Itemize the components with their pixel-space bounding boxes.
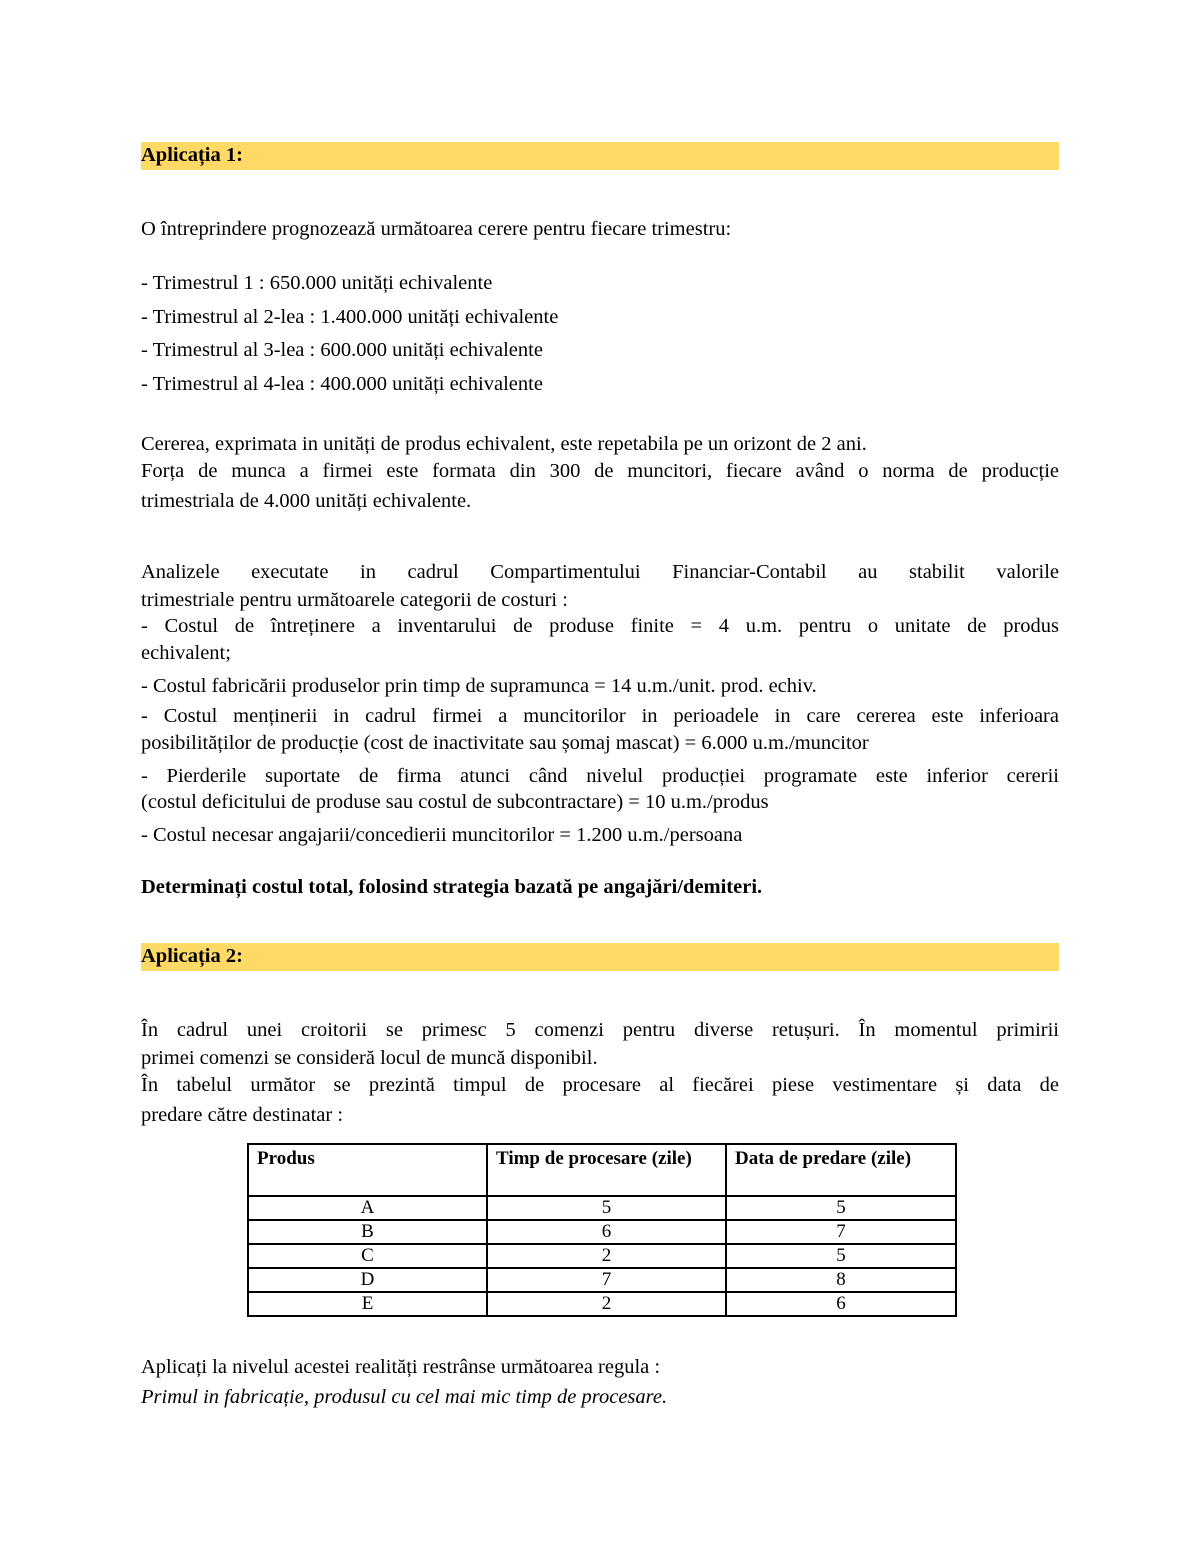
table-cell-data: 6 xyxy=(726,1292,956,1316)
cost-1-line-2: echivalent; xyxy=(141,642,231,664)
cost-1-line-1: - Costul de întreținere a inventarului de produse finite = 4 u.m. pentru o unitate de produs xyxy=(141,615,1059,637)
table-header-produs: Produs xyxy=(248,1144,487,1196)
app2-intro-line-1: În cadrul unei croitorii se primesc 5 comenzi pentru diverse retușuri. În momentul primirii xyxy=(141,1019,1059,1041)
analysis-line-1: Analizele executate in cadrul Compartimentului Financiar-Contabil au stabilit valorile xyxy=(141,561,1059,583)
section-heading-app1 xyxy=(141,142,1059,170)
table-cell-data: 5 xyxy=(726,1244,956,1268)
table-cell-timp: 2 xyxy=(487,1244,726,1268)
table-header-timp: Timp de procesare (zile) xyxy=(487,1144,726,1196)
table-row xyxy=(248,1244,956,1268)
cost-2: - Costul fabricării produselor prin timp de supramunca = 14 u.m./unit. prod. echiv. xyxy=(141,675,817,697)
table-cell-produs: D xyxy=(248,1268,487,1292)
cost-3-line-1: - Costul menținerii in cadrul firmei a muncitorilor in perioadele in care cererea este inferioara xyxy=(141,705,1059,727)
rule-intro: Aplicați la nivelul acestei realități restrânse următoarea regula : xyxy=(141,1356,661,1378)
table-cell-timp: 2 xyxy=(487,1292,726,1316)
table-row xyxy=(248,1196,956,1220)
app1-task: Determinați costul total, folosind strategia bazată pe angajări/demiteri. xyxy=(141,876,763,898)
processing-table xyxy=(247,1143,957,1317)
app2-intro-line-2: primei comenzi se consideră locul de muncă disponibil. xyxy=(141,1047,598,1069)
heading-text-app2: Aplicația 2: xyxy=(141,945,243,967)
table-cell-produs: A xyxy=(248,1196,487,1220)
table-row xyxy=(248,1268,956,1292)
section-heading-app2 xyxy=(141,943,1059,971)
rule-text: Primul in fabricație, produsul cu cel mai mic timp de procesare. xyxy=(141,1386,668,1408)
table-cell-timp: 6 xyxy=(487,1220,726,1244)
cost-5: - Costul necesar angajarii/concedierii muncitorilor = 1.200 u.m./persoana xyxy=(141,824,743,846)
table-header-data: Data de predare (zile) xyxy=(726,1144,956,1196)
table-cell-timp: 7 xyxy=(487,1268,726,1292)
cost-4-line-2: (costul deficitului de produse sau costul de subcontractare) = 10 u.m./produs xyxy=(141,791,769,813)
table-cell-data: 8 xyxy=(726,1268,956,1292)
table-row xyxy=(248,1220,956,1244)
table-cell-data: 5 xyxy=(726,1196,956,1220)
table-cell-produs: C xyxy=(248,1244,487,1268)
analysis-line-2: trimestriale pentru următoarele categorii de costuri : xyxy=(141,589,568,611)
demand-line-3: - Trimestrul al 3-lea : 600.000 unități echivalente xyxy=(141,339,543,361)
table-cell-produs: E xyxy=(248,1292,487,1316)
table-cell-data: 7 xyxy=(726,1220,956,1244)
workforce-line-1: Forța de munca a firmei este formata din 300 de muncitori, fiecare având o norma de producție xyxy=(141,460,1059,482)
app1-intro: O întreprindere prognozează următoarea cerere pentru fiecare trimestru: xyxy=(141,218,732,240)
cost-3-line-2: posibilităților de producție (cost de inactivitate sau șomaj mascat) = 6.000 u.m./muncitor xyxy=(141,732,869,754)
heading-text-app1: Aplicația 1: xyxy=(141,144,243,166)
table-header-row xyxy=(248,1144,956,1196)
demand-note: Cererea, exprimata in unități de produs echivalent, este repetabila pe un orizont de 2 ani. xyxy=(141,433,867,455)
table-cell-produs: B xyxy=(248,1220,487,1244)
workforce-line-2: trimestriala de 4.000 unități echivalente. xyxy=(141,490,472,512)
table-intro-line-1: În tabelul următor se prezintă timpul de procesare al fiecărei piese vestimentare și data de xyxy=(141,1074,1059,1096)
table-row xyxy=(248,1292,956,1316)
cost-4-line-1: - Pierderile suportate de firma atunci când nivelul producției programate este inferior cererii xyxy=(141,765,1059,787)
table-cell-timp: 5 xyxy=(487,1196,726,1220)
demand-line-4: - Trimestrul al 4-lea : 400.000 unități echivalente xyxy=(141,373,543,395)
demand-line-2: - Trimestrul al 2-lea : 1.400.000 unități echivalente xyxy=(141,306,559,328)
table-intro-line-2: predare către destinatar : xyxy=(141,1104,344,1126)
demand-line-1: - Trimestrul 1 : 650.000 unități echivalente xyxy=(141,272,493,294)
